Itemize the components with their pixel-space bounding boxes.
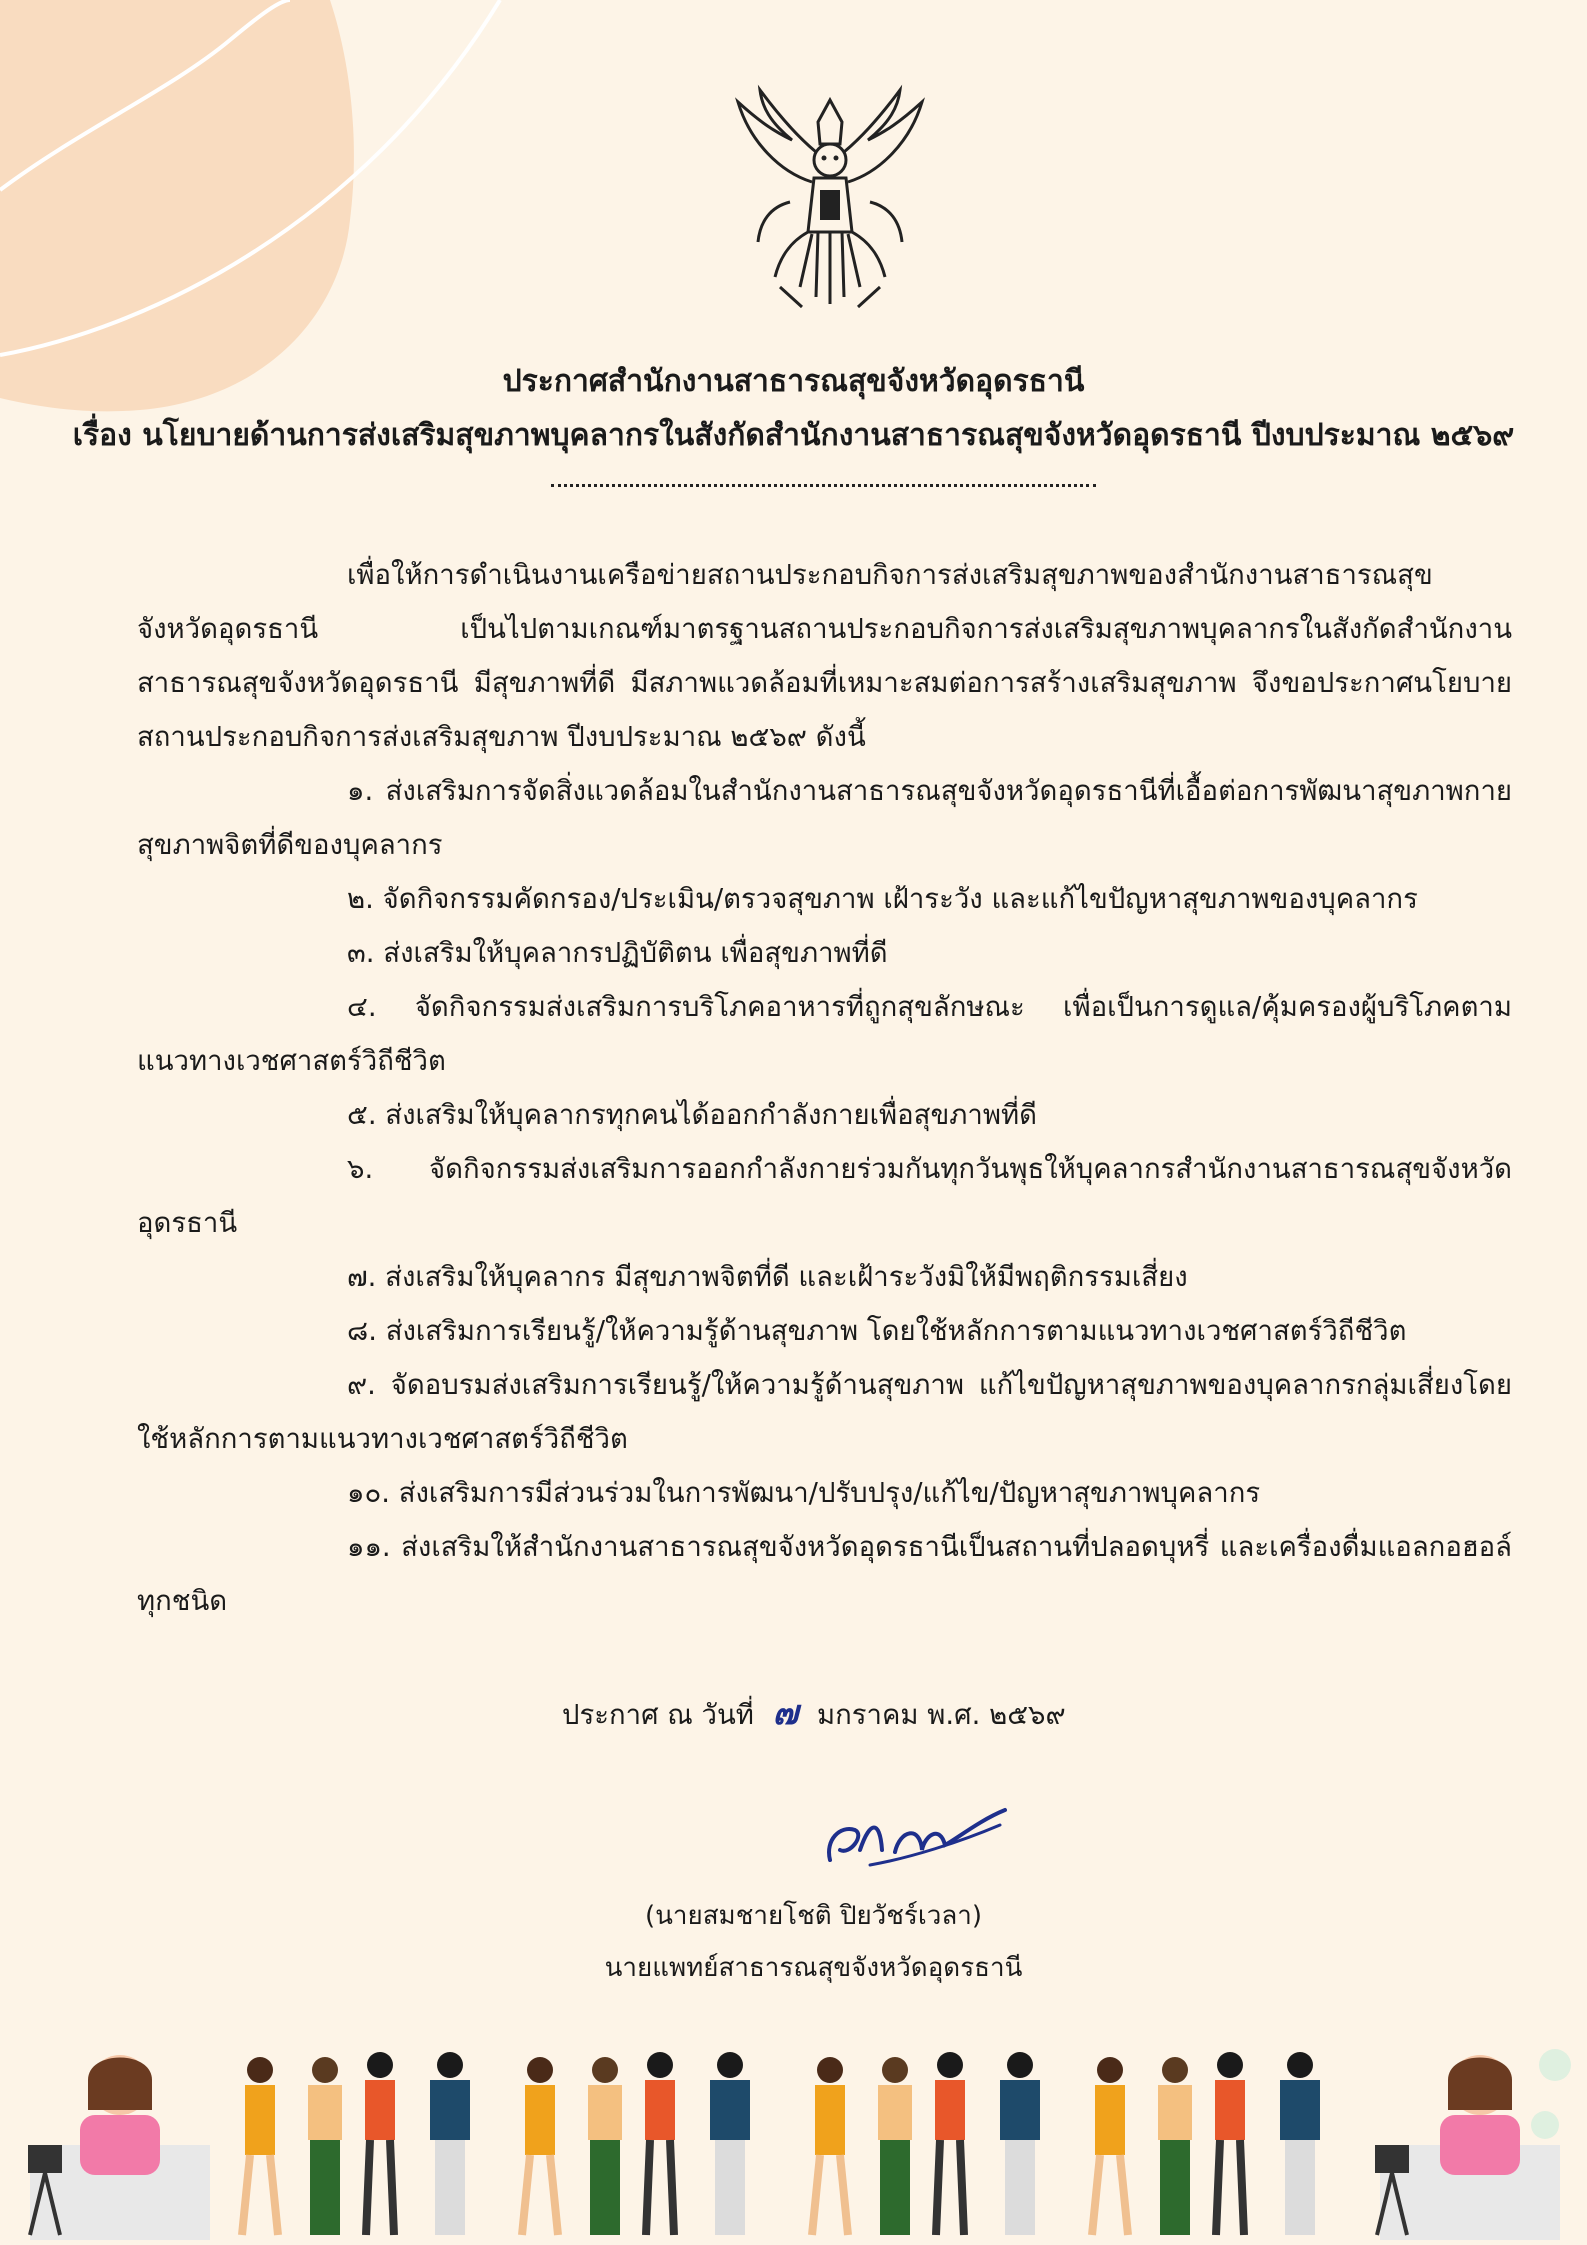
policy-item-2: ๒. จัดกิจกรรมคัดกรอง/ประเมิน/ตรวจสุขภาพ เฝ้าระวัง และแก้ไขปัญหาสุขภาพของบุคลากร (347, 883, 1418, 915)
right-vlogger-figure (1375, 2049, 1571, 2240)
policy-item-5: ๕. ส่งเสริมให้บุคลากรทุกคนได้ออกกำลังกายเพื่อสุขภาพที่ดี (347, 1099, 1037, 1131)
policy-item-3: ๓. ส่งเสริมให้บุคลากรปฏิบัติตน เพื่อสุขภาพที่ดี (347, 937, 888, 969)
announcement-subject: เรื่อง นโยบายด้านการส่งเสริมสุขภาพบุคลากรในสังกัดสำนักงานสาธารณสุขจังหวัดอุดรธานี ปีงบประมาณ ๒๕๖๙ (72, 418, 1515, 453)
policy-item-11: ๑๑. ส่งเสริมให้สำนักงานสาธารณสุขจังหวัดอุดรธานีเป็นสถานที่ปลอดบุหรี่ และเครื่องดื่มแอลกอฮอล์ทุกชนิด (137, 1531, 1512, 1617)
policy-item-8: ๘. ส่งเสริมการเรียนรู้/ให้ความรู้ด้านสุขภาพ โดยใช้หลักการตามแนวทางเวชศาสตร์วิถีชีวิต (347, 1315, 1407, 1347)
handwritten-signature (810, 1780, 1010, 1880)
announcement-date (562, 1685, 1066, 1739)
policy-item-6: ๖. จัดกิจกรรมส่งเสริมการออกกำลังกายร่วมกันทุกวันพุธให้บุคลากรสำนักงานสาธารณสุขจังหวัดอุดรธานี (137, 1153, 1512, 1239)
policy-item-10: ๑๐. ส่งเสริมการมีส่วนร่วมในการพัฒนา/ปรับปรุง/แก้ไข/ปัญหาสุขภาพบุคลากร (347, 1477, 1261, 1509)
date-day: ๗ (772, 1693, 799, 1733)
dotted-divider (551, 484, 1096, 487)
garuda-emblem (720, 82, 940, 317)
date-prefix: ประกาศ ณ วันที่ (562, 1699, 754, 1731)
announcement-body (137, 548, 1512, 1628)
signatory-name: (นายสมชายโชติ ปิยวัชร์เวลา) (644, 1901, 983, 1931)
dancing-people-group (242, 2052, 1320, 2235)
policy-item-7: ๗. ส่งเสริมให้บุคลากร มีสุขภาพจิตที่ดี และเฝ้าระวังมิให้มีพฤติกรรมเสี่ยง (347, 1261, 1188, 1293)
policy-item-1: ๑. ส่งเสริมการจัดสิ่งแวดล้อมในสำนักงานสาธารณสุขจังหวัดอุดรธานีที่เอื้อต่อการพัฒนาสุขภาพกาย สุขภาพจิตที่ดีของบุคลากร (137, 775, 1512, 861)
left-vlogger-figure (28, 2055, 210, 2240)
footer-people-illustration (0, 2030, 1587, 2245)
signatory-position: นายแพทย์สาธารณสุขจังหวัดอุดรธานี (604, 1953, 1023, 1983)
policy-item-9: ๙. จัดอบรมส่งเสริมการเรียนรู้/ให้ความรู้ด้านสุขภาพ แก้ไขปัญหาสุขภาพของบุคลากรกลุ่มเสี่ยงโดยใช้หลักการตามแนวทางเวชศาสตร์วิถีชีวิต (137, 1369, 1512, 1455)
policy-item-4: ๔. จัดกิจกรรมส่งเสริมการบริโภคอาหารที่ถูกสุขลักษณะ เพื่อเป็นการดูแล/คุ้มครองผู้บริโภคตามแนวทางเวชศาสตร์วิถีชีวิต (137, 991, 1512, 1077)
intro-paragraph: เพื่อให้การดำเนินงานเครือข่ายสถานประกอบกิจการส่งเสริมสุขภาพของสำนักงานสาธารณสุขจังหวัดอุดรธานี เป็นไปตามเกณฑ์มาตรฐานสถานประกอบกิจการส่งเสริมสุขภาพบุคลากรในสังกัดสำนักงานสาธารณสุขจังหวัดอุดรธานี มีสุขภาพที่ดี มีสภาพแวดล้อมที่เหมาะสมต่อการสร้างเสริมสุขภาพ จึงขอประกาศนโยบายสถานประกอบกิจการส่งเสริมสุขภาพ ปีงบประมาณ ๒๕๖๙ ดังนี้ (137, 559, 1512, 753)
date-month-year: มกราคม พ.ศ. ๒๕๖๙ (817, 1699, 1066, 1731)
announcement-title: ประกาศสำนักงานสาธารณสุขจังหวัดอุดรธานี (502, 364, 1085, 399)
